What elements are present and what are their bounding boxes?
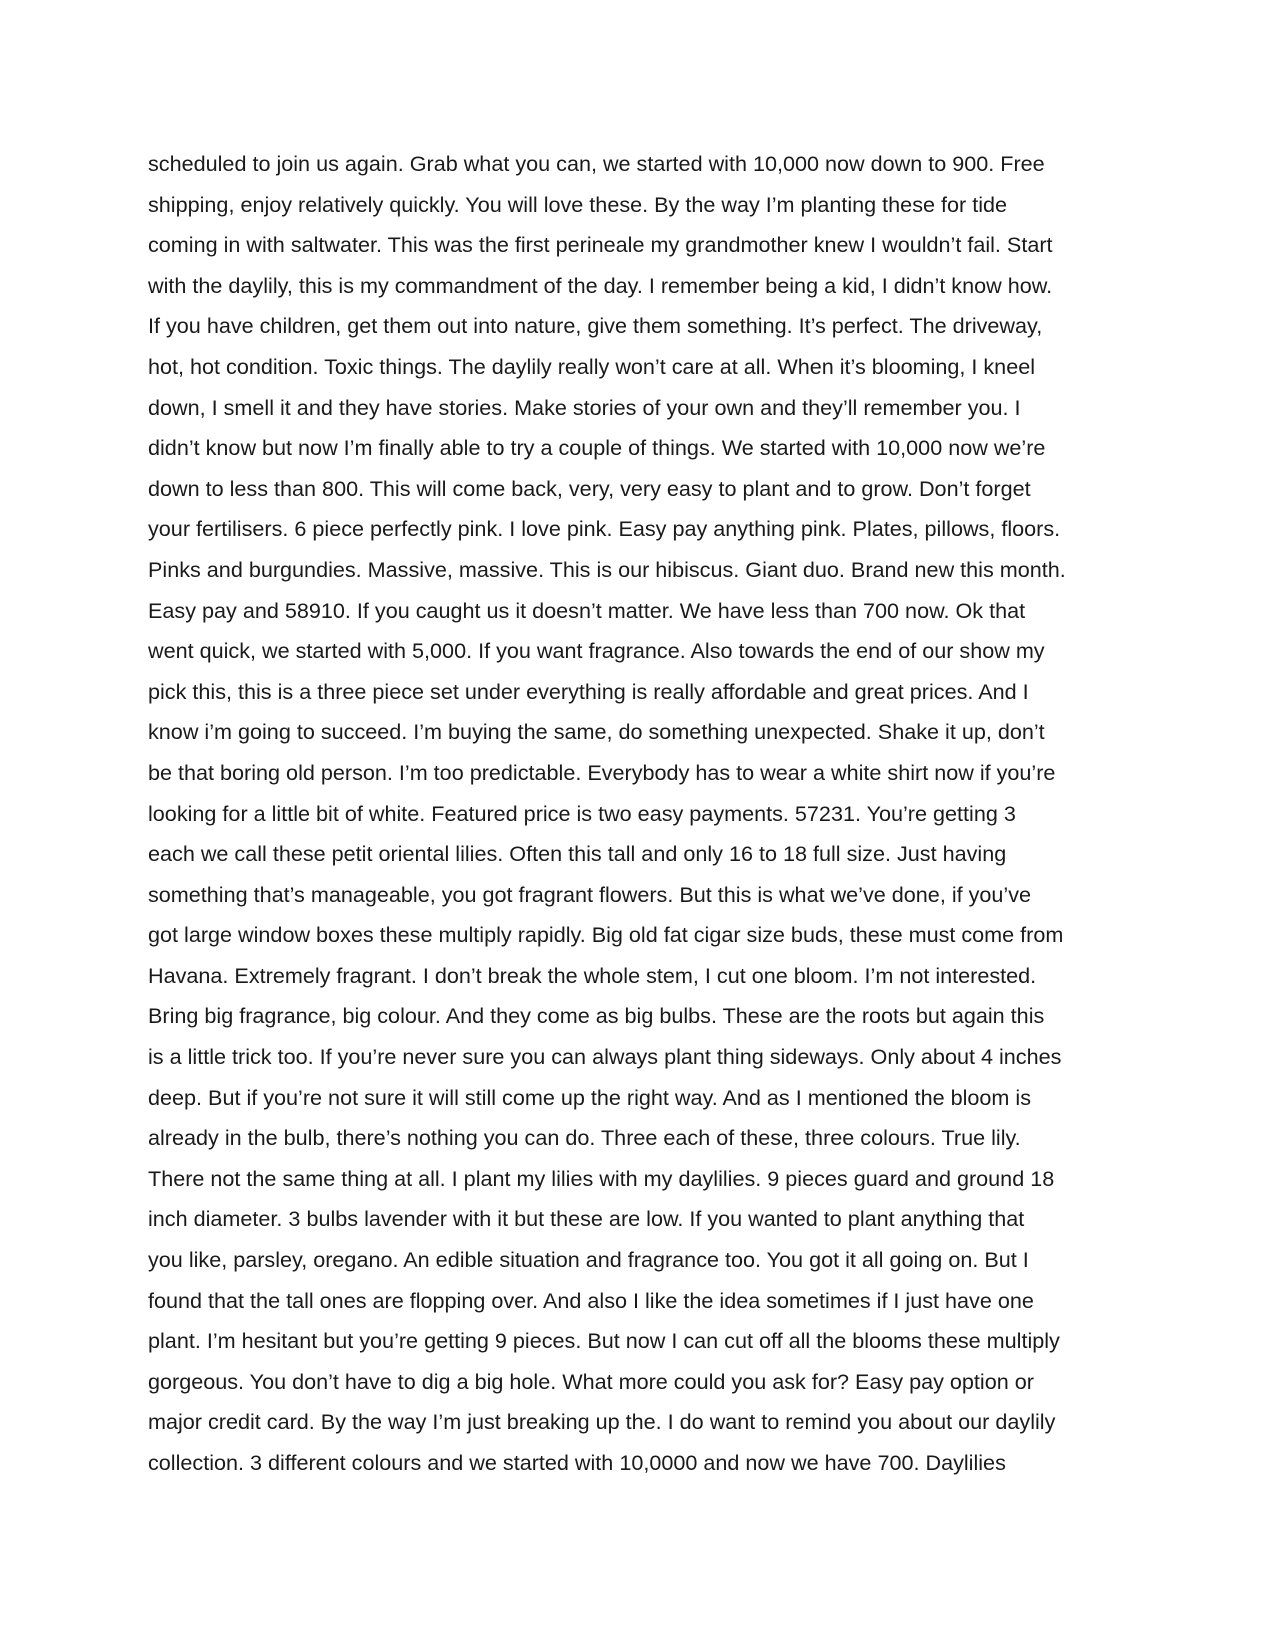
text-line: coming in with saltwater. This was the first perineale my grandmother knew I wouldn’t fail. Start [148,232,1053,258]
text-line: Bring big fragrance, big colour. And they come as big bulbs. These are the roots but again this [148,1003,1045,1029]
text-line: found that the tall ones are flopping over. And also I like the idea sometimes if I just have one [148,1287,1034,1313]
text-line: plant. I’m hesitant but you’re getting 9 pieces. But now I can cut off all the blooms these multiply [148,1328,1060,1354]
text-line: something that’s manageable, you got fragrant flowers. But this is what we’ve done, if you’ve [148,881,1032,907]
text-line: gorgeous. You don’t have to dig a big hole. What more could you ask for? Easy pay option or [148,1368,1034,1394]
text-line: went quick, we started with 5,000. If you want fragrance. Also towards the end of our show my [148,638,1045,664]
text-line: major credit card. By the way I’m just breaking up the. I do want to remind you about our daylily [148,1409,1056,1435]
text-line: There not the same thing at all. I plant my lilies with my daylilies. 9 pieces guard and ground 18 [148,1165,1055,1191]
text-line: If you have children, get them out into nature, give them something. It’s perfect. The driveway, [148,313,1043,339]
text-line: with the daylily, this is my commandment of the day. I remember being a kid, I didn’t know how. [148,272,1053,298]
text-line: deep. But if you’re not sure it will still come up the right way. And as I mentioned the bloom is [148,1084,1031,1110]
text-line: got large window boxes these multiply rapidly. Big old fat cigar size buds, these must come from [148,922,1064,948]
text-line: scheduled to join us again. Grab what you can, we started with 10,000 now down to 900. Free [148,151,1045,176]
text-line: down, I smell it and they have stories. Make stories of your own and they’ll remember you. I [148,394,1021,420]
text-line: hot, hot condition. Toxic things. The daylily really won’t care at all. When it’s blooming, I kneel [148,353,1036,379]
text-line: be that boring old person. I’m too predictable. Everybody has to wear a white shirt now if you’re [148,759,1056,785]
text-line: your fertilisers. 6 piece perfectly pink. I love pink. Easy pay anything pink. Plates, pillows, floors. [148,516,1061,542]
text-line: already in the bulb, there’s nothing you can do. Three each of these, three colours. True lily. [148,1125,1021,1151]
text-line: each we call these petit oriental lilies. Often this tall and only 16 to 18 full size. Just having [148,841,1007,867]
text-line: collection. 3 different colours and we started with 10,0000 and now we have 700. Daylilies [148,1450,1006,1475]
text-line: looking for a little bit of white. Featured price is two easy payments. 57231. You’re getting 3 [148,800,1016,826]
text-line: shipping, enjoy relatively quickly. You will love these. By the way I’m planting these for tide [148,191,1008,217]
text-line: know i’m going to succeed. I’m buying the same, do something unexpected. Shake it up, don’t [148,719,1045,745]
text-line: pick this, this is a three piece set under everything is really affordable and great prices. And I [148,678,1029,704]
text-line: down to less than 800. This will come back, very, very easy to plant and to grow. Don’t forget [148,475,1031,501]
text-line: is a little trick too. If you’re never sure you can always plant thing sideways. Only about 4 inches [148,1044,1062,1070]
text-line: Havana. Extremely fragrant. I don’t break the whole stem, I cut one bloom. I’m not interested. [148,962,1037,988]
text-line: you like, parsley, oregano. An edible situation and fragrance too. You got it all going on. But I [148,1247,1029,1273]
text-line: Easy pay and 58910. If you caught us it doesn’t matter. We have less than 700 now. Ok that [148,597,1026,623]
text-line: inch diameter. 3 bulbs lavender with it but these are low. If you wanted to plant anything that [148,1206,1025,1232]
text-line: didn’t know but now I’m finally able to try a couple of things. We started with 10,000 now we’re [148,435,1046,461]
transcript-paragraph [148,144,1138,1484]
text-line: Pinks and burgundies. Massive, massive. This is our hibiscus. Giant duo. Brand new this month. [148,556,1066,582]
